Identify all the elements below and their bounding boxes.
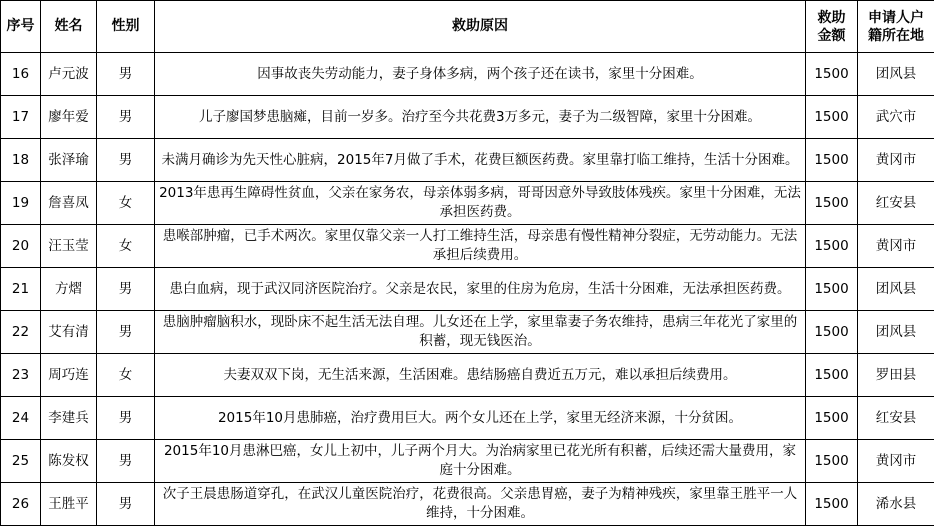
cell-gender: 男 [97, 268, 155, 311]
cell-amount: 1500 [806, 96, 858, 139]
table-row [1, 182, 934, 225]
cell-reason: 患白血病，现于武汉同济医院治疗。父亲是农民，家里的住房为危房，生活十分困难，无法承担医药费。 [155, 268, 806, 311]
cell-region: 黄冈市 [858, 440, 934, 483]
cell-name: 詹喜凤 [41, 182, 97, 225]
table-row [1, 354, 934, 397]
cell-reason: 儿子廖国梦患脑瘫，目前一岁多。治疗至今共花费3万多元，妻子为二级智障，家里十分困难。 [155, 96, 806, 139]
table-row [1, 440, 934, 483]
header-amount-line2: 金额 [817, 27, 846, 44]
cell-reason: 患脑肿瘤脑积水，现卧床不起生活无法自理。儿女还在上学，家里靠妻子务农维持，患病三年花光了家里的积蓄，现无钱医治。 [155, 311, 806, 354]
cell-no: 26 [1, 483, 41, 526]
cell-region: 团风县 [858, 311, 934, 354]
cell-region: 罗田县 [858, 354, 934, 397]
table-row [1, 483, 934, 526]
cell-name: 周巧连 [41, 354, 97, 397]
cell-name: 卢元波 [41, 53, 97, 96]
table-row [1, 225, 934, 268]
cell-gender: 男 [97, 139, 155, 182]
cell-name: 王胜平 [41, 483, 97, 526]
cell-name: 李建兵 [41, 397, 97, 440]
cell-region: 红安县 [858, 182, 934, 225]
cell-region: 黄冈市 [858, 139, 934, 182]
cell-gender: 男 [97, 440, 155, 483]
cell-no: 16 [1, 53, 41, 96]
cell-reason: 未满月确诊为先天性心脏病，2015年7月做了手术，花费巨额医药费。家里靠打临工维持，生活十分困难。 [155, 139, 806, 182]
cell-name: 张泽瑜 [41, 139, 97, 182]
header-region-line2: 籍所在地 [868, 27, 924, 44]
table-row [1, 268, 934, 311]
cell-region: 浠水县 [858, 483, 934, 526]
cell-gender: 男 [97, 397, 155, 440]
header-amount [806, 1, 858, 53]
header-reason: 救助原因 [155, 1, 806, 53]
cell-reason: 2013年患再生障碍性贫血，父亲在家务农，母亲体弱多病，哥哥因意外导致肢体残疾。家里十分困难，无法承担医药费。 [155, 182, 806, 225]
cell-name: 汪玉莹 [41, 225, 97, 268]
cell-amount: 1500 [806, 182, 858, 225]
cell-region: 红安县 [858, 397, 934, 440]
cell-amount: 1500 [806, 139, 858, 182]
cell-gender: 男 [97, 483, 155, 526]
table-row [1, 397, 934, 440]
cell-gender: 女 [97, 354, 155, 397]
cell-reason: 夫妻双双下岗，无生活来源，生活困难。患结肠癌自费近五万元，难以承担后续费用。 [155, 354, 806, 397]
cell-no: 18 [1, 139, 41, 182]
cell-region: 武穴市 [858, 96, 934, 139]
header-no: 序号 [1, 1, 41, 53]
cell-no: 19 [1, 182, 41, 225]
cell-no: 25 [1, 440, 41, 483]
cell-gender: 男 [97, 311, 155, 354]
cell-gender: 女 [97, 182, 155, 225]
cell-name: 廖年爱 [41, 96, 97, 139]
cell-amount: 1500 [806, 225, 858, 268]
table-row [1, 96, 934, 139]
cell-amount: 1500 [806, 354, 858, 397]
cell-no: 22 [1, 311, 41, 354]
cell-gender: 男 [97, 53, 155, 96]
cell-no: 20 [1, 225, 41, 268]
cell-no: 24 [1, 397, 41, 440]
header-gender: 性别 [97, 1, 155, 53]
cell-region: 黄冈市 [858, 225, 934, 268]
cell-name: 方熠 [41, 268, 97, 311]
cell-amount: 1500 [806, 483, 858, 526]
header-name: 姓名 [41, 1, 97, 53]
cell-name: 陈发权 [41, 440, 97, 483]
cell-reason: 因事故丧失劳动能力，妻子身体多病，两个孩子还在读书，家里十分困难。 [155, 53, 806, 96]
cell-reason: 2015年10月患淋巴癌，女儿上初中，儿子两个月大。为治病家里已花光所有积蓄，后续还需大量费用，家庭十分困难。 [155, 440, 806, 483]
cell-amount: 1500 [806, 268, 858, 311]
table-body [1, 53, 934, 526]
cell-name: 艾有清 [41, 311, 97, 354]
cell-gender: 女 [97, 225, 155, 268]
cell-region: 团风县 [858, 53, 934, 96]
cell-amount: 1500 [806, 397, 858, 440]
cell-amount: 1500 [806, 53, 858, 96]
cell-region: 团风县 [858, 268, 934, 311]
cell-gender: 男 [97, 96, 155, 139]
cell-no: 21 [1, 268, 41, 311]
cell-amount: 1500 [806, 311, 858, 354]
table-row [1, 139, 934, 182]
cell-no: 23 [1, 354, 41, 397]
cell-reason: 2015年10月患肺癌，治疗费用巨大。两个女儿还在上学，家里无经济来源，十分贫困。 [155, 397, 806, 440]
cell-no: 17 [1, 96, 41, 139]
table-row [1, 53, 934, 96]
cell-amount: 1500 [806, 440, 858, 483]
cell-reason: 次子王晨患肠道穿孔，在武汉儿童医院治疗，花费很高。父亲患胃癌，妻子为精神残疾，家里靠王胜平一人维持，十分困难。 [155, 483, 806, 526]
table-row [1, 311, 934, 354]
header-amount-line1: 救助 [817, 9, 846, 26]
table-header [1, 1, 934, 53]
cell-reason: 患喉部肿瘤，已手术两次。家里仅靠父亲一人打工维持生活，母亲患有慢性精神分裂症，无劳动能力。无法承担后续费用。 [155, 225, 806, 268]
header-region [858, 1, 934, 53]
header-region-line1: 申请人户 [868, 9, 924, 26]
